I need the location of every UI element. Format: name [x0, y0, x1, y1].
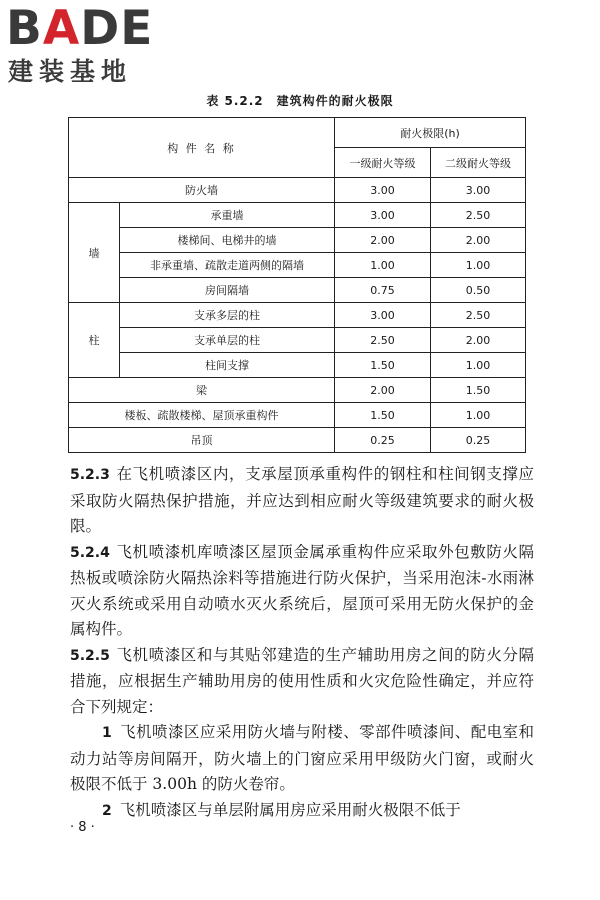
- paragraph-5-2-4: [70, 540, 534, 643]
- bade-logo: [6, 1, 206, 88]
- grade-1-value: 1.50: [335, 403, 431, 428]
- table-row: [69, 178, 526, 203]
- group-label-column: 柱: [69, 303, 120, 378]
- table-row: [69, 378, 526, 403]
- row-label: 梁: [69, 378, 335, 403]
- list-item-1: [70, 720, 534, 798]
- grade-2-value: 2.50: [431, 303, 526, 328]
- logo-wordmark: BADE: [6, 1, 154, 56]
- clause-number: 5.2.3: [70, 467, 110, 483]
- clause-text: 在飞机喷漆区内，支承屋顶承重构件的钢柱和柱间钢支撑应采取防火隔热保护措施，并应达到相应耐火等级建筑要求的耐火极限。: [70, 465, 534, 535]
- item-number: 2: [102, 802, 112, 819]
- row-label: 柱间支撑: [120, 353, 335, 378]
- group-label-wall: 墙: [69, 203, 120, 303]
- table-row: [69, 403, 526, 428]
- body-text: [70, 462, 534, 824]
- grade-2-value: 2.00: [431, 328, 526, 353]
- grade-2-value: 3.00: [431, 178, 526, 203]
- item-number: 1: [102, 725, 112, 741]
- logo-subtitle: 建装基地: [8, 57, 133, 86]
- grade-2-value: 1.50: [431, 378, 526, 403]
- row-label: 房间隔墙: [120, 278, 335, 303]
- grade-1-value: 2.50: [335, 328, 431, 353]
- row-label: 支承单层的柱: [120, 328, 335, 353]
- table-row: [69, 353, 526, 378]
- grade-1-value: 3.00: [335, 203, 431, 228]
- page-number: · 8 ·: [70, 820, 95, 835]
- row-label: 楼板、疏散楼梯、屋顶承重构件: [69, 403, 335, 428]
- table-row: [69, 328, 526, 353]
- grade-1-value: 1.50: [335, 353, 431, 378]
- grade-1-value: 0.25: [335, 428, 431, 453]
- grade-1-value: 1.00: [335, 253, 431, 278]
- row-label: 楼梯间、电梯井的墙: [120, 228, 335, 253]
- table-row: [69, 228, 526, 253]
- row-label: 吊顶: [69, 428, 335, 453]
- paragraph-5-2-5: [70, 643, 534, 721]
- grade-1-value: 3.00: [335, 303, 431, 328]
- row-label: 支承多层的柱: [120, 303, 335, 328]
- table-row: [69, 428, 526, 453]
- row-label: 非承重墙、疏散走道两侧的隔墙: [120, 253, 335, 278]
- grade-2-value: 2.50: [431, 203, 526, 228]
- grade-2-value: 1.00: [431, 253, 526, 278]
- grade-1-value: 2.00: [335, 378, 431, 403]
- list-item-2: [70, 798, 534, 825]
- clause-text: 飞机喷漆区和与其贴邻建造的生产辅助用房之间的防火分隔措施，应根据生产辅助用房的使用性质和火灾危险性确定，并应符合下列规定：: [70, 645, 534, 716]
- table-row: [69, 253, 526, 278]
- header-fire-limit: 耐火极限(h): [335, 118, 526, 148]
- grade-2-value: 0.25: [431, 428, 526, 453]
- row-label: 承重墙: [120, 203, 335, 228]
- header-component-name: 构 件 名 称: [69, 118, 335, 178]
- grade-1-value: 2.00: [335, 228, 431, 253]
- table-row: [69, 303, 526, 328]
- fire-resistance-table: [68, 117, 526, 453]
- table-caption: 表 5.2.2 建筑构件的耐火极限: [206, 94, 394, 108]
- grade-2-value: 1.00: [431, 403, 526, 428]
- item-text: 飞机喷漆区与单层附属用房应采用耐火极限不低于: [119, 800, 461, 819]
- clause-text: 飞机喷漆机库喷漆区屋顶金属承重构件应采取外包敷防火隔热板或喷涂防火隔热涂料等措施进行防火保护，当采用泡沫-水雨淋灭火系统或采用自动喷水灭火系统后，屋顶可采用无防火保护的金属构件。: [70, 542, 534, 638]
- header-grade-1: 一级耐火等级: [335, 148, 431, 178]
- table-row: [69, 278, 526, 303]
- row-label: 防火墙: [69, 178, 335, 203]
- grade-2-value: 0.50: [431, 278, 526, 303]
- grade-2-value: 1.00: [431, 353, 526, 378]
- clause-number: 5.2.4: [70, 544, 110, 561]
- header-grade-2: 二级耐火等级: [431, 148, 526, 178]
- table-row: [69, 203, 526, 228]
- clause-number: 5.2.5: [70, 647, 110, 664]
- grade-2-value: 2.00: [431, 228, 526, 253]
- grade-1-value: 3.00: [335, 178, 431, 203]
- item-text: 飞机喷漆区应采用防火墙与附楼、零部件喷漆间、配电室和动力站等房间隔开，防火墙上的门窗应采用甲级防火门窗，或耐火极限不低于 3.00h 的防火卷帘。: [70, 723, 534, 793]
- paragraph-5-2-3: [70, 462, 534, 540]
- grade-1-value: 0.75: [335, 278, 431, 303]
